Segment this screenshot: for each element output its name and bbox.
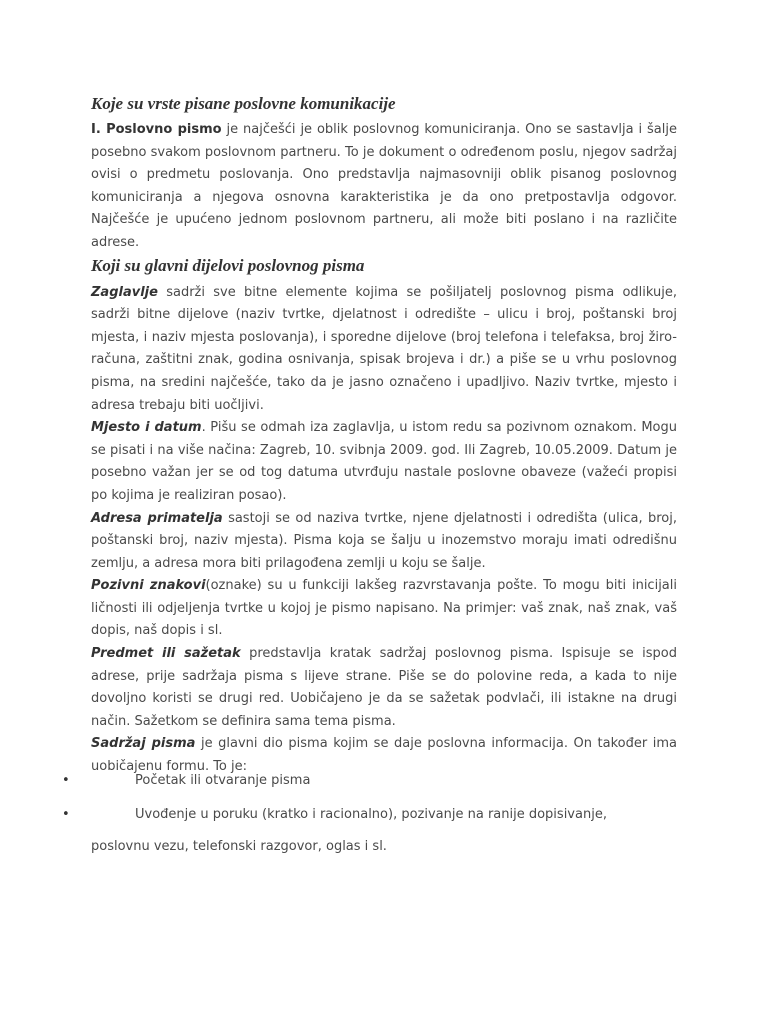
- text-adresa-primatelja: sastoji se od naziva tvrtke, njene djelatnosti i odredišta (ulica, broj, poštanski broj, naziv mjesta). Pisma koja se šalju u inozemstvo moraju imati odredišnu zemlju, a adresa mora biti prilagođena zemlji u koju se šalje.: [91, 510, 677, 571]
- paragraph-poslovno-pismo: [91, 119, 677, 255]
- text-zaglavlje: sadrži sve bitne elemente kojima se pošiljatelj poslovnog pisma odlikuje, sadrži bitne dijelove (naziv tvrtke, djelatnost i odredište – ulicu i broj, poštanski broj mjesta, i naziv mjesta poslovanja), i sporedne dijelove (broj telefona i telefaksa, broj žiro-računa, zaštitni znak, godina osnivanja, spisak brojeva i dr.) a piše se u vrhu poslovnog pisma, na sredini najčešće, tako da je jasno označeno i upadljivo. Naziv tvrtke, mjesto i adresa trebaju biti uočljivi.: [91, 284, 677, 413]
- bullet-list: [62, 770, 682, 838]
- lead-adresa-primatelja: Adresa primatelja: [91, 510, 223, 526]
- lead-predmet-sazetak: Predmet ili sažetak: [91, 646, 241, 662]
- text-sadrzaj-pisma: je glavni dio pisma kojim se daje poslovna informacija. On također ima uobičajenu formu. To je:: [91, 736, 678, 775]
- heading-dijelovi-pisma: Koji su glavni dijelovi poslovnog pisma: [91, 255, 365, 275]
- list-item-text: Uvođenje u poruku (kratko i racionalno), pozivanje na ranije dopisivanje,: [135, 807, 607, 822]
- list-item: [62, 770, 682, 804]
- document-page: [91, 92, 677, 779]
- lead-poslovno-pismo: I. Poslovno pismo: [91, 122, 222, 137]
- bullet-marker: •: [62, 807, 70, 822]
- heading-vrste-komunikacije: Koje su vrste pisane poslovne komunikacije: [91, 94, 396, 113]
- bullet-marker: •: [62, 773, 70, 788]
- text-mjesto-datum: . Pišu se odmah iza zaglavlja, u istom redu sa pozivnom oznakom. Mogu se pisati i na više načina: Zagreb, 10. svibnja 2009. god. Ili Zagreb, 10.05.2009. Datum je posebno važan jer se od tog datuma utvrđuju nastale poslovne obaveze (važeći propisi po kojima je realiziran posao).: [91, 420, 677, 503]
- paragraph-mjesto-datum: [91, 417, 677, 507]
- list-item: [62, 804, 682, 838]
- paragraph-zaglavlje: [91, 282, 677, 418]
- lead-zaglavlje: Zaglavlje: [91, 284, 158, 300]
- trailing-text: poslovnu vezu, telefonski razgovor, oglas i sl.: [91, 839, 387, 854]
- text-predmet-sazetak: predstavlja kratak sadržaj poslovnog pisma. Ispisuje se ispod adrese, prije sadržaja pisma s lijeve strane. Piše se do polovine reda, a kada to nije dovoljno koristi se drugi red. Uobičajeno je da se sažetak podvlači, ili istakne na drugi način. Sažetkom se definira sama tema pisma.: [91, 646, 678, 729]
- paragraph-predmet-sazetak: [91, 643, 677, 733]
- lead-mjesto-datum: Mjesto i datum: [91, 420, 202, 436]
- paragraph-adresa-primatelja: [91, 508, 677, 576]
- paragraph-pozivni-znakovi: [91, 575, 677, 643]
- lead-sadrzaj-pisma: Sadržaj pisma: [91, 736, 196, 752]
- text-poslovno-pismo: je najčešći je oblik poslovnog komuniciranja. Ono se sastavlja i šalje posebno svakom poslovnom partneru. To je dokument o određenom poslu, njegov sadržaj ovisi o predmetu poslovanja. Ono predstavlja najmasovniji oblik pisanog poslovnog komuniciranja a njegova osnovna karakteristika je da ono pretpostavlja odgovor. Najčešće je upućeno jednom poslovnom partneru, ali može biti poslano i na različite adrese.: [91, 122, 677, 250]
- text-pozivni-znakovi: (oznake) su u funkciji lakšeg razvrstavanja pošte. To mogu biti inicijali ličnosti ili odjeljenja tvrtke u kojoj je pismo napisano. Na primjer: vaš znak, naš znak, vaš dopis, naš dopis i sl.: [91, 578, 677, 639]
- lead-pozivni-znakovi: Pozivni znakovi: [91, 578, 206, 594]
- list-item-text: Početak ili otvaranje pisma: [135, 773, 311, 788]
